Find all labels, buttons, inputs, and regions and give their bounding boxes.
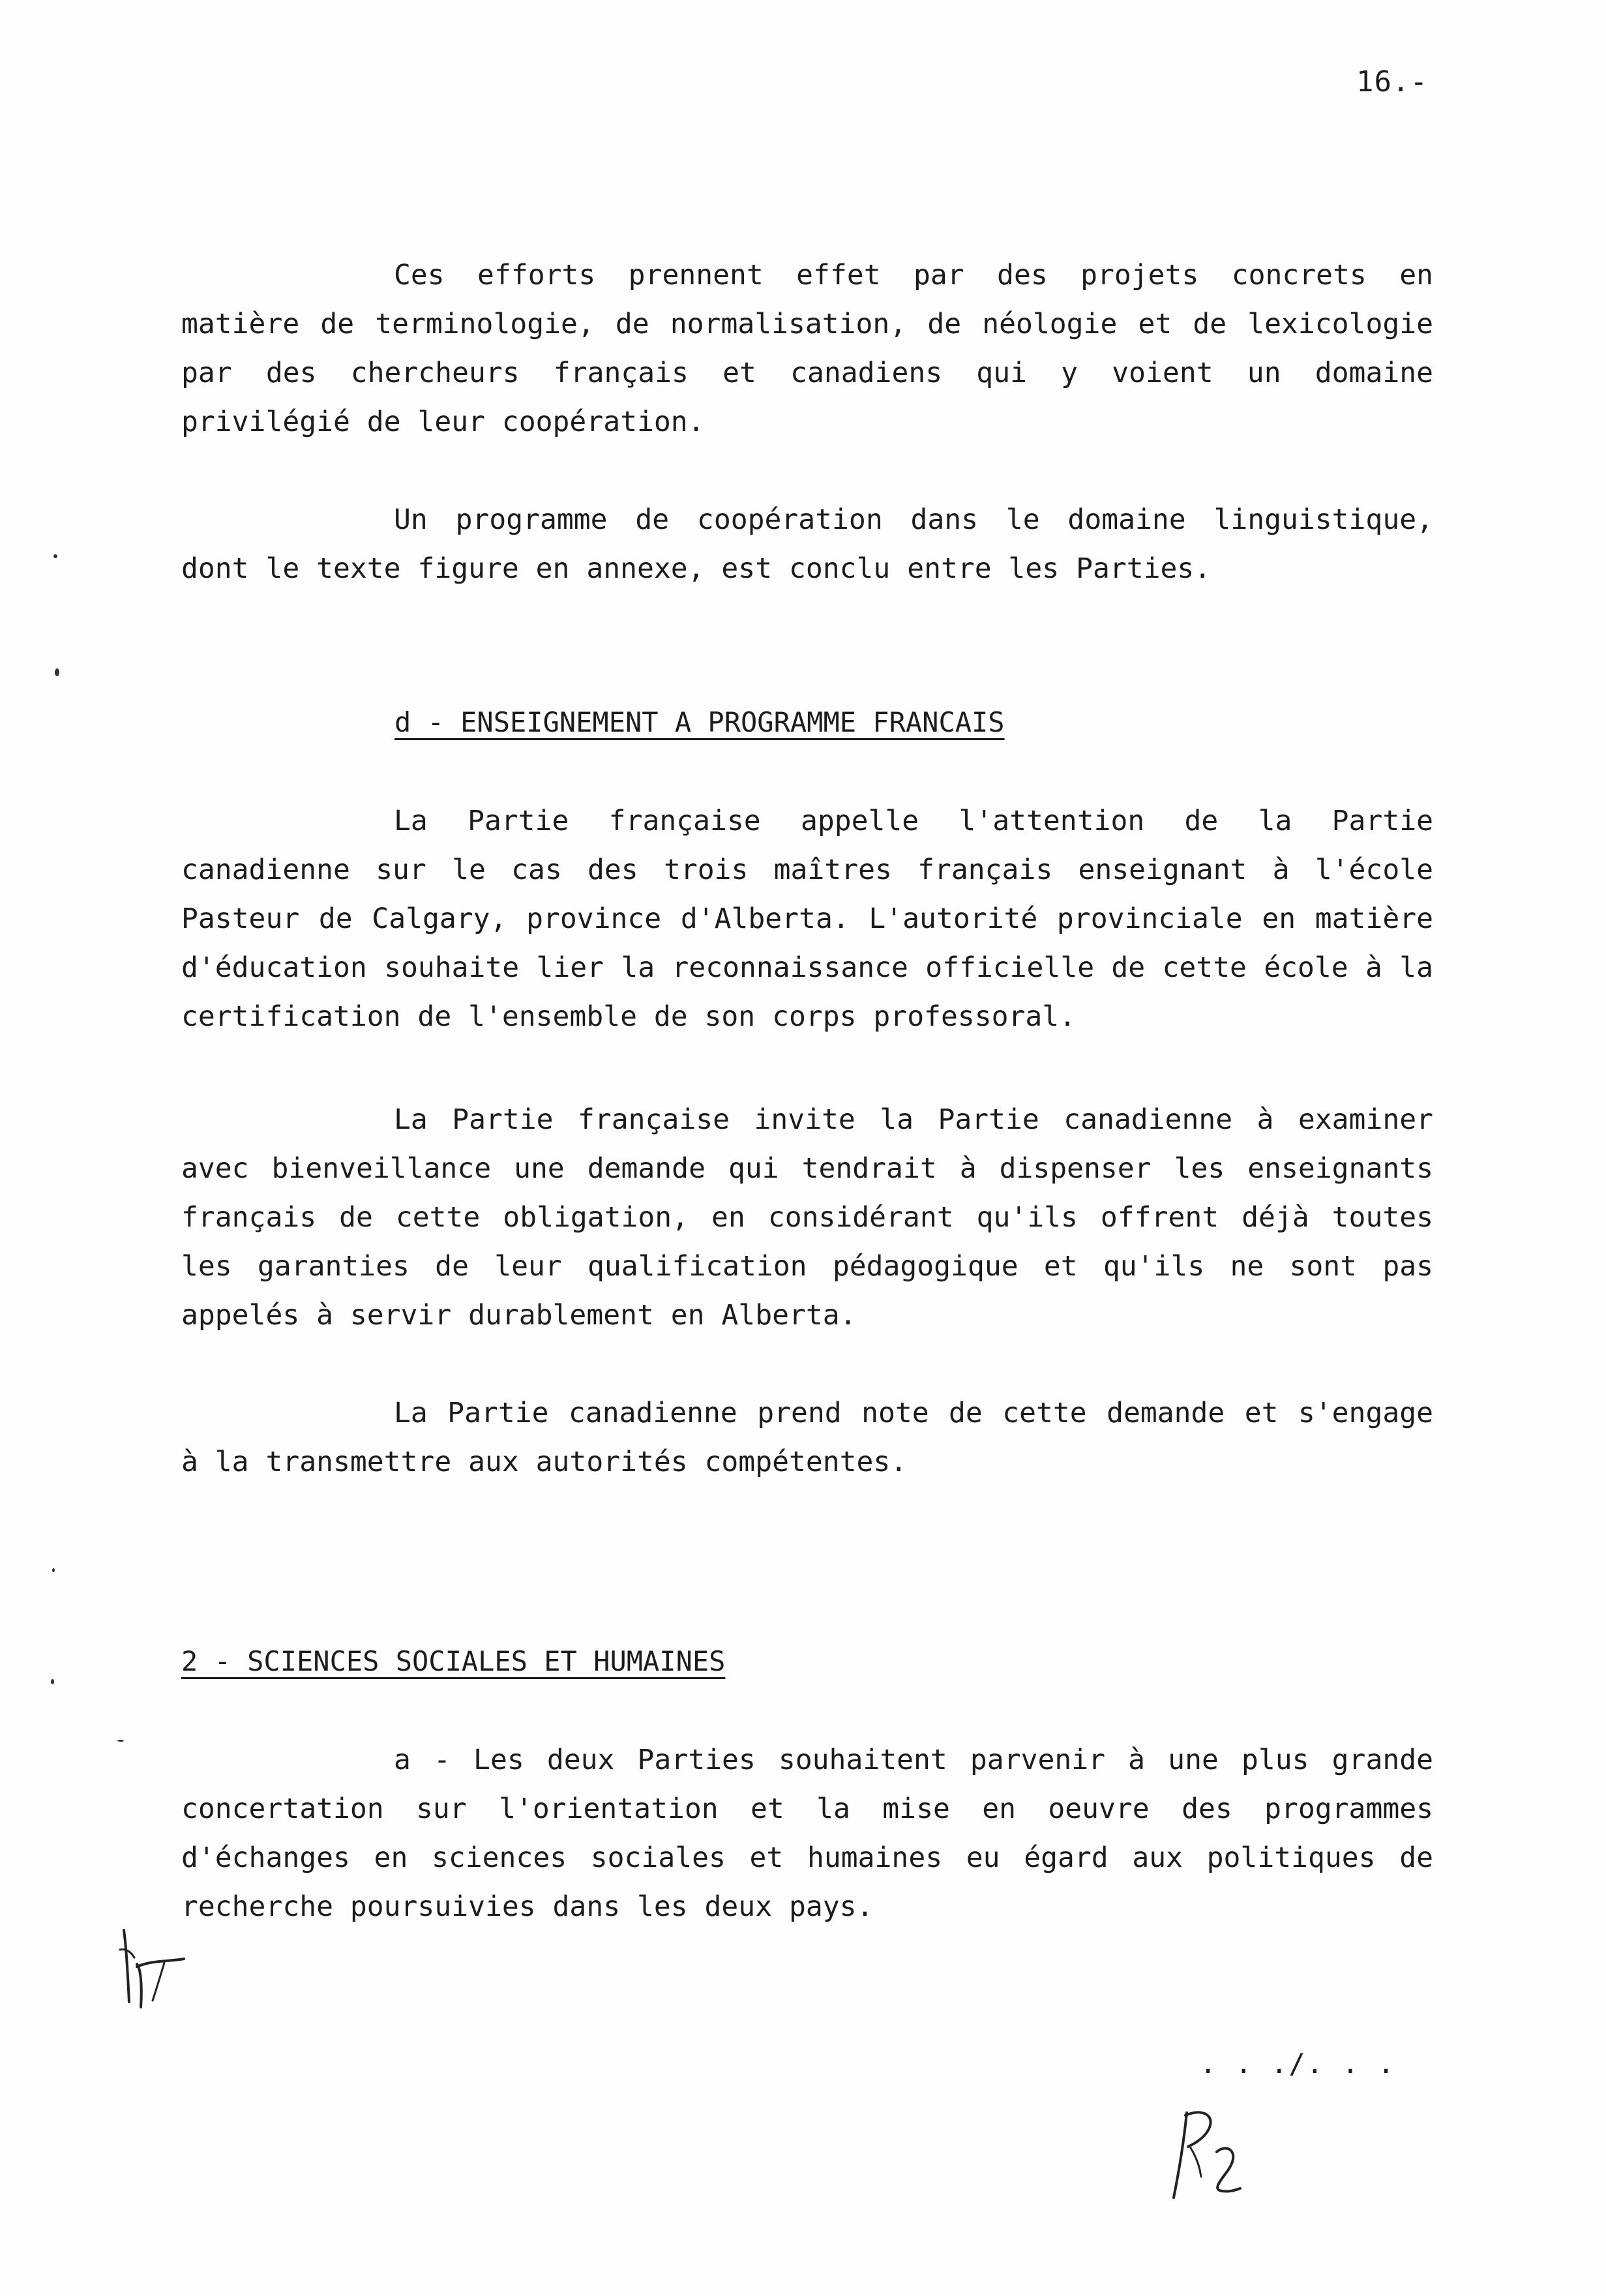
scan-speck [52,1568,55,1572]
scan-speck [117,1740,124,1742]
scan-speck [53,554,57,558]
paragraph-linguistic-programme: Un programme de coopération dans le domaine linguistique, dont le texte figure en annexe, est conclu entre les Parties. [181,503,1433,585]
paragraph-canadian-response: La Partie canadienne prend note de cette demande et s'engage à la transmettre aux autorités compétentes. [181,1397,1433,1478]
paragraph-social-sciences: a - Les deux Parties souhaitent parvenir à une plus grande concertation sur l'orientation et la mise en oeuvre des programmes d'échanges en sciences sociales et humaines eu égard aux politiques de recherche poursuivies dans les deux pays. [181,1744,1433,1923]
paragraph-terminology-efforts: Ces efforts prennent effet par des projets concrets en matière de terminologie, de normalisation, de néologie et de lexicologie par des chercheurs français et canadiens qui y voient un domaine privilégié de leur coopération. [181,259,1433,438]
paragraph-invitation-examine: La Partie française invite la Partie canadienne à examiner avec bienveillance une demande qui tendrait à dispenser les enseignants français de cette obligation, en considérant qu'ils offrent déjà toutes les garanties de leur qualification pédagogique et qu'ils ne sont pas appelés à servir durablement en Alberta. [181,1103,1433,1332]
heading-section-2: 2 - SCIENCES SOCIALES ET HUMAINES [181,1645,726,1677]
scan-speck [55,668,59,676]
handwritten-initials-right [1154,2100,1258,2211]
page-number: 16.- [1356,65,1428,98]
continuation-mark: . . ./. . . [1200,2048,1396,2080]
heading-section-d: d - ENSEIGNEMENT A PROGRAMME FRANCAIS [394,706,1005,738]
scan-speck [51,1679,54,1684]
handwritten-initials-left [111,1924,196,2015]
paragraph-calgary-teachers: La Partie française appelle l'attention de la Partie canadienne sur le cas des trois maîtres français enseignant à l'école Pasteur de Calgary, province d'Alberta. L'autorité provinciale en matière d'éducation souhaite lier la reconnaissance officielle de cette école à la certification de l'ensemble de son corps professoral. [181,805,1433,1033]
